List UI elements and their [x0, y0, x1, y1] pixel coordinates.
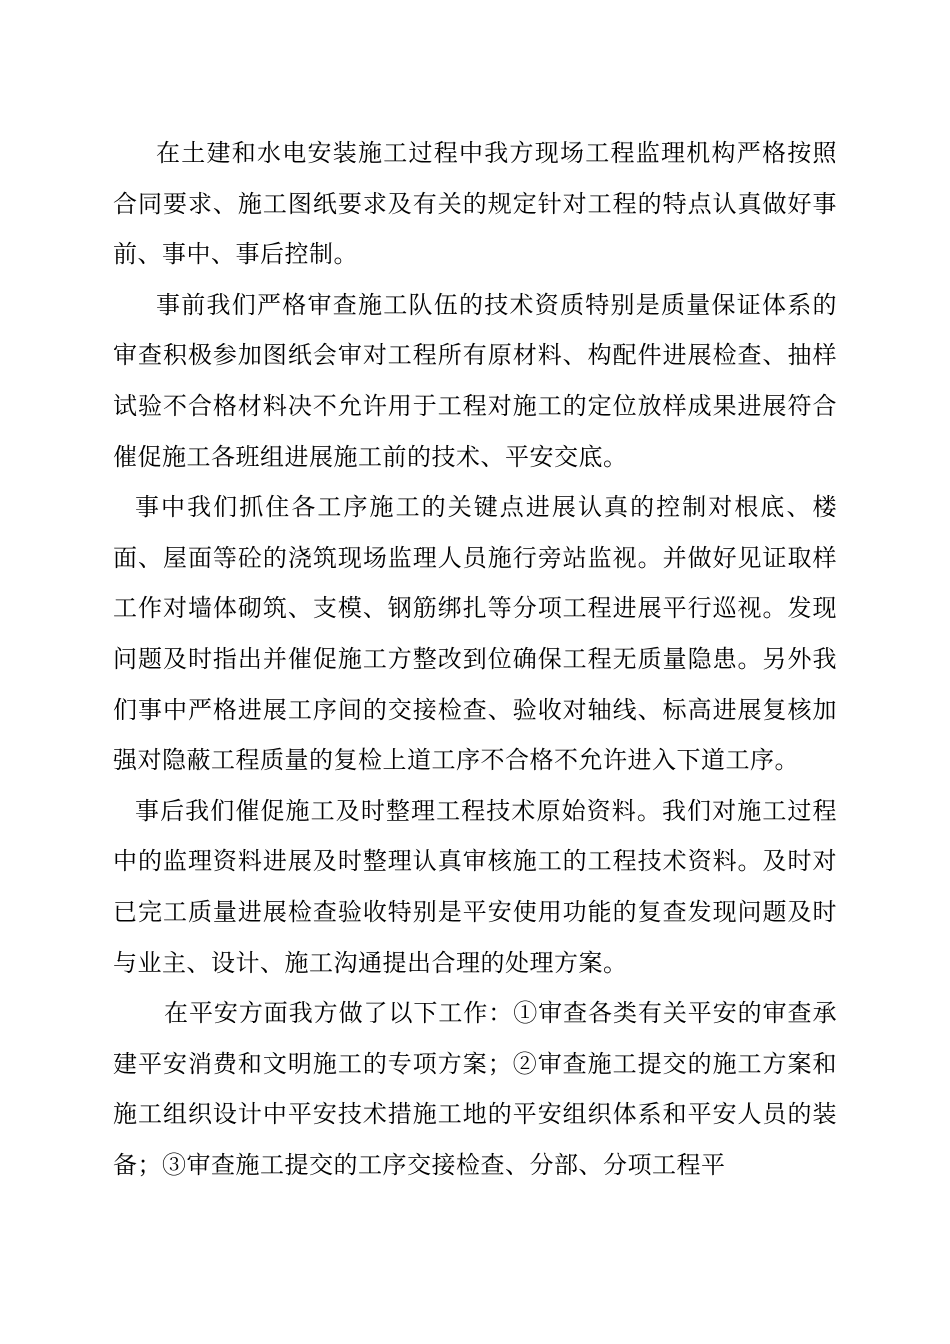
paragraph-civil-works-control: 在土建和水电安装施工过程中我方现场工程监理机构严格按照合同要求、施工图纸要求及有关的规定针对工程的特点认真做好事前、事中、事后控制。 — [113, 139, 837, 269]
paragraph-pre-construction-review: 事前我们严格审查施工队伍的技术资质特别是质量保证体系的审查积极参加图纸会审对工程所有原材料、构配件进展检查、抽样试验不合格材料决不允许用于工程对施工的定位放样成果进展符合催促施工各班组进展施工前的技术、平安交底。 — [113, 290, 837, 471]
paragraph-safety-work: 在平安方面我方做了以下工作：①审查各类有关平安的审查承建平安消费和文明施工的专项方案；②审查施工提交的施工方案和施工组织设计中平安技术措施工地的平安组织体系和平安人员的装备；③审查施工提交的工序交接检查、分部、分项工程平 — [113, 999, 837, 1179]
paragraph-post-construction-review: 事后我们催促施工及时整理工程技术原始资料。我们对施工过程中的监理资料进展及时整理认真审核施工的工程技术资料。及时对已完工质量进展检查验收特别是平安使用功能的复查发现问题及时与业主、设计、施工沟通提出合理的处理方案。 — [113, 796, 837, 977]
document-body — [113, 128, 837, 1190]
paragraph-in-process-control: 事中我们抓住各工序施工的关键点进展认真的控制对根底、楼面、屋面等砼的浇筑现场监理人员施行旁站监视。并做好见证取样工作对墙体砌筑、支模、钢筋绑扎等分项工程进展平行巡视。发现问题及时指出并催促施工方整改到位确保工程无质量隐患。另外我们事中严格进展工序间的交接检查、验收对轴线、标高进展复核加强对隐蔽工程质量的复检上道工序不合格不允许进入下道工序。 — [113, 493, 837, 775]
